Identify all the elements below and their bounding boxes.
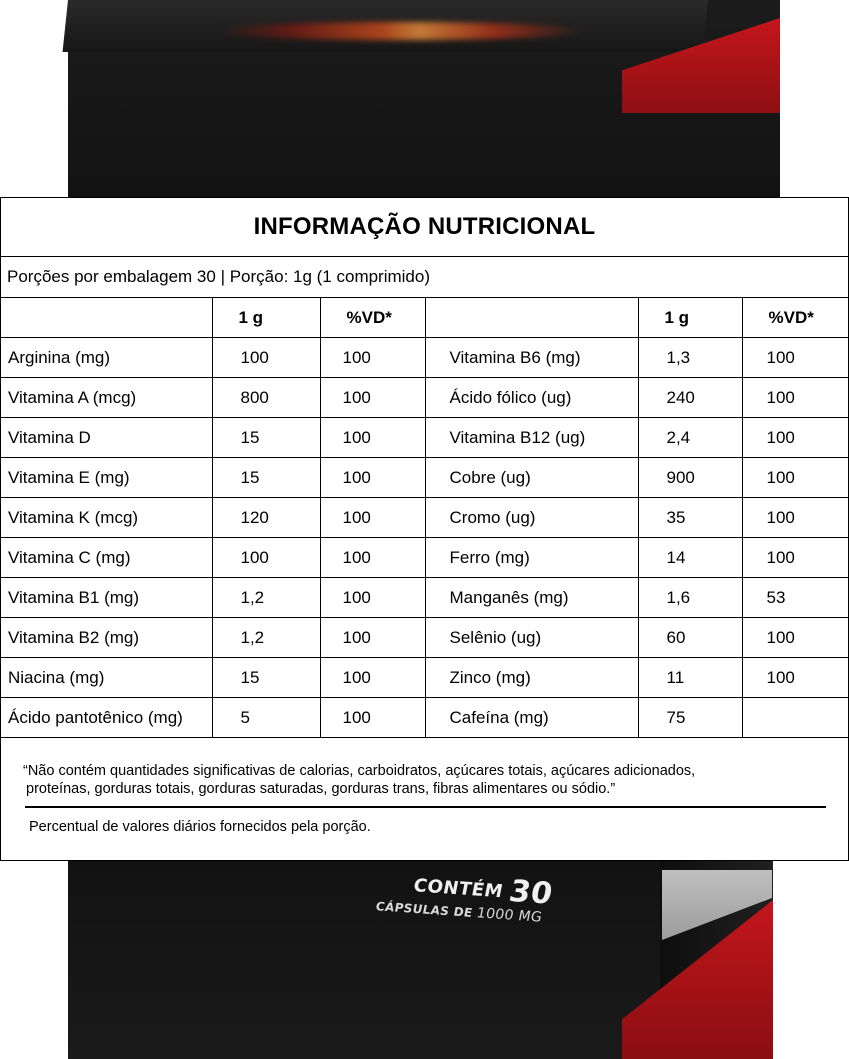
table-row — [1, 498, 848, 538]
header-amount-right: 1 g — [638, 298, 742, 338]
cell-right-amount: 900 — [638, 458, 742, 498]
cell-left-amount: 120 — [212, 498, 320, 538]
header-name-right — [425, 298, 638, 338]
cell-left-name: Vitamina E (mg) — [1, 458, 212, 498]
capsulas-weight: 1000 MG — [476, 905, 543, 926]
cell-left-pct: 100 — [320, 378, 425, 418]
cell-right-name: Manganês (mg) — [425, 578, 638, 618]
cell-right-pct: 53 — [742, 578, 848, 618]
cell-right-pct: 100 — [742, 378, 848, 418]
cell-right-amount: 1,3 — [638, 338, 742, 378]
cell-left-amount: 15 — [212, 658, 320, 698]
table-body — [1, 338, 848, 738]
table-row — [1, 698, 848, 738]
cell-right-amount: 75 — [638, 698, 742, 738]
cell-left-pct: 100 — [320, 338, 425, 378]
cell-right-amount: 60 — [638, 618, 742, 658]
cell-left-amount: 5 — [212, 698, 320, 738]
cell-right-amount: 14 — [638, 538, 742, 578]
cell-right-name: Zinco (mg) — [425, 658, 638, 698]
table-row — [1, 618, 848, 658]
note-line-2: proteínas, gorduras totais, gorduras saturadas, gorduras trans, fibras alimentares ou sódio.” — [26, 781, 616, 797]
header-name-left — [1, 298, 212, 338]
cell-left-name: Vitamina D — [1, 418, 212, 458]
cell-left-name: Vitamina C (mg) — [1, 538, 212, 578]
cell-right-name: Ferro (mg) — [425, 538, 638, 578]
cell-right-amount: 240 — [638, 378, 742, 418]
cell-left-name: Vitamina A (mcg) — [1, 378, 212, 418]
cell-left-name: Vitamina B2 (mg) — [1, 618, 212, 658]
cell-right-amount: 11 — [638, 658, 742, 698]
cell-left-name: Vitamina B1 (mg) — [1, 578, 212, 618]
cell-left-amount: 15 — [212, 418, 320, 458]
cell-left-pct: 100 — [320, 698, 425, 738]
panel-title: INFORMAÇÃO NUTRICIONAL — [253, 213, 596, 240]
cell-right-amount: 1,6 — [638, 578, 742, 618]
table-row — [1, 338, 848, 378]
cell-right-pct: 100 — [742, 498, 848, 538]
note-line-1: “Não contém quantidades significativas de calorias, carboidratos, açúcares totais, açúcares adicionados, — [23, 763, 696, 779]
cell-left-pct: 100 — [320, 578, 425, 618]
cell-right-amount: 35 — [638, 498, 742, 538]
cell-left-amount: 100 — [212, 338, 320, 378]
cell-right-pct — [742, 698, 848, 738]
cell-left-pct: 100 — [320, 658, 425, 698]
contem-text: CONTÉM — [414, 875, 504, 903]
cell-left-pct: 100 — [320, 458, 425, 498]
cell-left-amount: 1,2 — [212, 578, 320, 618]
cell-right-name: Selênio (ug) — [425, 618, 638, 658]
cell-left-amount: 100 — [212, 538, 320, 578]
cell-left-pct: 100 — [320, 618, 425, 658]
table-row — [1, 658, 848, 698]
cell-left-name: Ácido pantotênico (mg) — [1, 698, 212, 738]
cell-left-name: Vitamina K (mcg) — [1, 498, 212, 538]
portion-row — [1, 257, 848, 298]
cell-right-name: Cobre (ug) — [425, 458, 638, 498]
capsulas-text: CÁPSULAS DE — [376, 899, 473, 920]
cell-right-pct: 100 — [742, 418, 848, 458]
cell-left-name: Niacina (mg) — [1, 658, 212, 698]
footnote: Percentual de valores diários fornecidos pela porção. — [29, 819, 371, 835]
cell-right-pct: 100 — [742, 338, 848, 378]
cell-left-amount: 800 — [212, 378, 320, 418]
header-pct-right: %VD* — [742, 298, 848, 338]
cell-right-name: Cafeína (mg) — [425, 698, 638, 738]
nutrition-panel — [0, 197, 849, 861]
cell-right-pct: 100 — [742, 458, 848, 498]
cell-right-pct: 100 — [742, 538, 848, 578]
cell-left-amount: 1,2 — [212, 618, 320, 658]
cell-right-name: Vitamina B12 (ug) — [425, 418, 638, 458]
disclaimer-note — [23, 762, 848, 798]
cell-left-amount: 15 — [212, 458, 320, 498]
cell-right-pct: 100 — [742, 618, 848, 658]
cell-right-amount: 2,4 — [638, 418, 742, 458]
table-row — [1, 378, 848, 418]
nutrition-table — [1, 298, 848, 738]
contem-number: 30 — [509, 873, 553, 912]
product-logo-glow — [215, 22, 585, 40]
table-row — [1, 458, 848, 498]
table-row — [1, 578, 848, 618]
notes — [1, 738, 848, 798]
header-pct-left: %VD* — [320, 298, 425, 338]
cell-right-name: Ácido fólico (ug) — [425, 378, 638, 418]
cell-left-pct: 100 — [320, 538, 425, 578]
table-row — [1, 418, 848, 458]
cell-left-pct: 100 — [320, 418, 425, 458]
header-amount-left: 1 g — [212, 298, 320, 338]
cell-right-pct: 100 — [742, 658, 848, 698]
cell-right-name: Cromo (ug) — [425, 498, 638, 538]
cell-left-pct: 100 — [320, 498, 425, 538]
portion-text: Porções por embalagem 30 | Porção: 1g (1 comprimido) — [7, 267, 430, 286]
table-header-row — [1, 298, 848, 338]
title-row — [1, 198, 848, 257]
cell-right-name: Vitamina B6 (mg) — [425, 338, 638, 378]
cell-left-name: Arginina (mg) — [1, 338, 212, 378]
table-row — [1, 538, 848, 578]
